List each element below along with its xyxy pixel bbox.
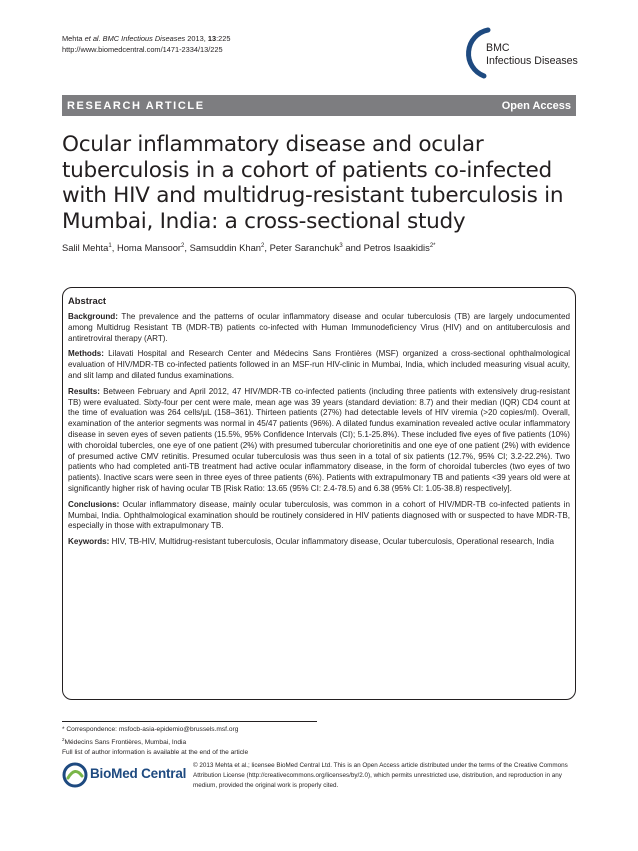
author[interactable]: Salil Mehta$^1$ bbox=[62, 242, 112, 254]
correspondence-note[interactable]: * Correspondence: msfocb-asia-epidemio@brussels.msf.org bbox=[62, 726, 239, 733]
author[interactable]: Peter Saranchuk$^3$ bbox=[269, 242, 343, 254]
affiliation-note: $^2$Médecins Sans Frontières, Mumbai, India bbox=[62, 737, 187, 747]
logo-journal-name: Infectious Diseases bbox=[486, 55, 578, 67]
article-type: RESEARCH ARTICLE bbox=[67, 99, 205, 112]
citation-line: Mehta et al. BMC Infectious Diseases 2013, 13:225 bbox=[62, 34, 231, 43]
bmc-infectious-diseases-logo bbox=[458, 26, 588, 86]
abstract-results: Results: Between February and April 2012, 47 HIV/MDR-TB co-infected patients (including three patients with extensively drug-resistant TB) were evaluated. Sixty-four per cent were male, mean age was 39 years (standard deviation: 8.7) and their median (IQR) CD4 count at the time of evaluation was 264 cells/µL (158–361). Thirteen patients (27%) had detectable levels of HIV viremia (>20 copies/ml). Overall, examination of the anterior segments was normal in 45/47 patients (96%). A dilated fundus examination revealed active ocular inflammatory disease in seven eyes of seven patients (15.5%, 95% Confidence Intervals (CI); 5.1-25.8%). These included five eyes of five patients (10%) with choroidal tubercles, one eye of one patient (2%) with presumed tubercular chorioretinitis and one eye of one patient (2%) with evidence of presumed active CMV retinitis. Presumed ocular tuberculosis was thus seen in a total of six patients (12.7%, 95% CI; 3.2-22.2%). Two patients who had completed anti-TB treatment had active ocular inflammatory disease, in the form of choroidal tubercles (two eyes of two patients). Inactive scars were seen in three eyes of three patients (6%). Patients with extrapulmonary TB and patients <39 years old were at significantly higher risk of having ocular TB [Risk Ratio: 13.65 (95% CI: 2.4-78.5) and 6.38 (95% CI: 1.05-38.8) respectively]. bbox=[68, 386, 570, 493]
footnotes bbox=[62, 725, 248, 758]
license-statement: © 2013 Mehta et al.; licensee BioMed Central Ltd. This is an Open Access article distributed under the terms of the Creative Commons Attribution License (http://creativecommons.org/licenses/by/2.0), which permits unrestricted use, distribution, and reproduction in any medium, provided the original work is properly cited. bbox=[193, 762, 568, 789]
abstract-keywords: Keywords: HIV, TB-HIV, Multidrug-resistant tuberculosis, Ocular inflammatory disease, Ocular tuberculosis, Operational research, India bbox=[68, 537, 554, 547]
article-url[interactable]: http://www.biomedcentral.com/1471-2334/13/225 bbox=[62, 45, 223, 54]
author-info-note: Full list of author information is available at the end of the article bbox=[62, 749, 249, 757]
footnote-divider bbox=[62, 721, 317, 722]
logo-bmc: BMC bbox=[486, 42, 510, 54]
author-list: Salil Mehta$^1$, Homa Mansoor$^2$, Samsuddin Khan$^2$, Peter Saranchuk$^3$ and Petros Isaakidis$^{2*}$ bbox=[62, 242, 436, 254]
abstract-methods: Methods: Lilavati Hospital and Research Center and Médecins Sans Frontières (MSF) organized a cross-sectional ophthalmological evaluation of HIV/MDR-TB co-infected patients followed in an MSF-run HIV-clinic in Mumbai, India, which included measuring visual acuity, and slit lamp and dilated fundus examinations. bbox=[68, 349, 570, 380]
publisher-name: BioMed Central bbox=[90, 766, 187, 781]
citation-header bbox=[62, 33, 230, 55]
author[interactable]: Samsuddin Khan$^2$ bbox=[189, 242, 265, 254]
article-type-banner bbox=[62, 95, 576, 116]
open-access-label: Open Access bbox=[501, 99, 571, 112]
abstract-box bbox=[62, 287, 576, 700]
author[interactable]: Petros Isaakidis$^{2*}$ bbox=[363, 242, 436, 254]
abstract-heading: Abstract bbox=[68, 295, 107, 306]
biomed-central-swirl-icon bbox=[62, 762, 88, 788]
article-title: Ocular inflammatory disease and ocular tuberculosis in a cohort of patients co-infected with HIV and multidrug-resistant tuberculosis in Mumbai, India: a cross-sectional study bbox=[62, 132, 564, 234]
abstract-conclusions: Conclusions: Ocular inflammatory disease, mainly ocular tuberculosis, was common in a cohort of HIV/MDR-TB co-infected patients in Mumbai, India. Ophthalmological examination should be routinely considered in HIV patients diagnosed with or suspected to have MDR-TB, especially in those with extrapulmonary TB. bbox=[68, 499, 570, 531]
abstract-background: Background: The prevalence and the patterns of ocular inflammatory disease and ocular tuberculosis (TB) are largely undocumented among Multidrug Resistant TB (MDR-TB) patients co-infected with Human Immunodeficiency Virus (HIV) and on antituberculosis and antiretroviral therapy (ART). bbox=[68, 312, 570, 343]
biomed-central-logo bbox=[62, 762, 192, 788]
author[interactable]: Homa Mansoor$^2$ bbox=[116, 242, 185, 254]
